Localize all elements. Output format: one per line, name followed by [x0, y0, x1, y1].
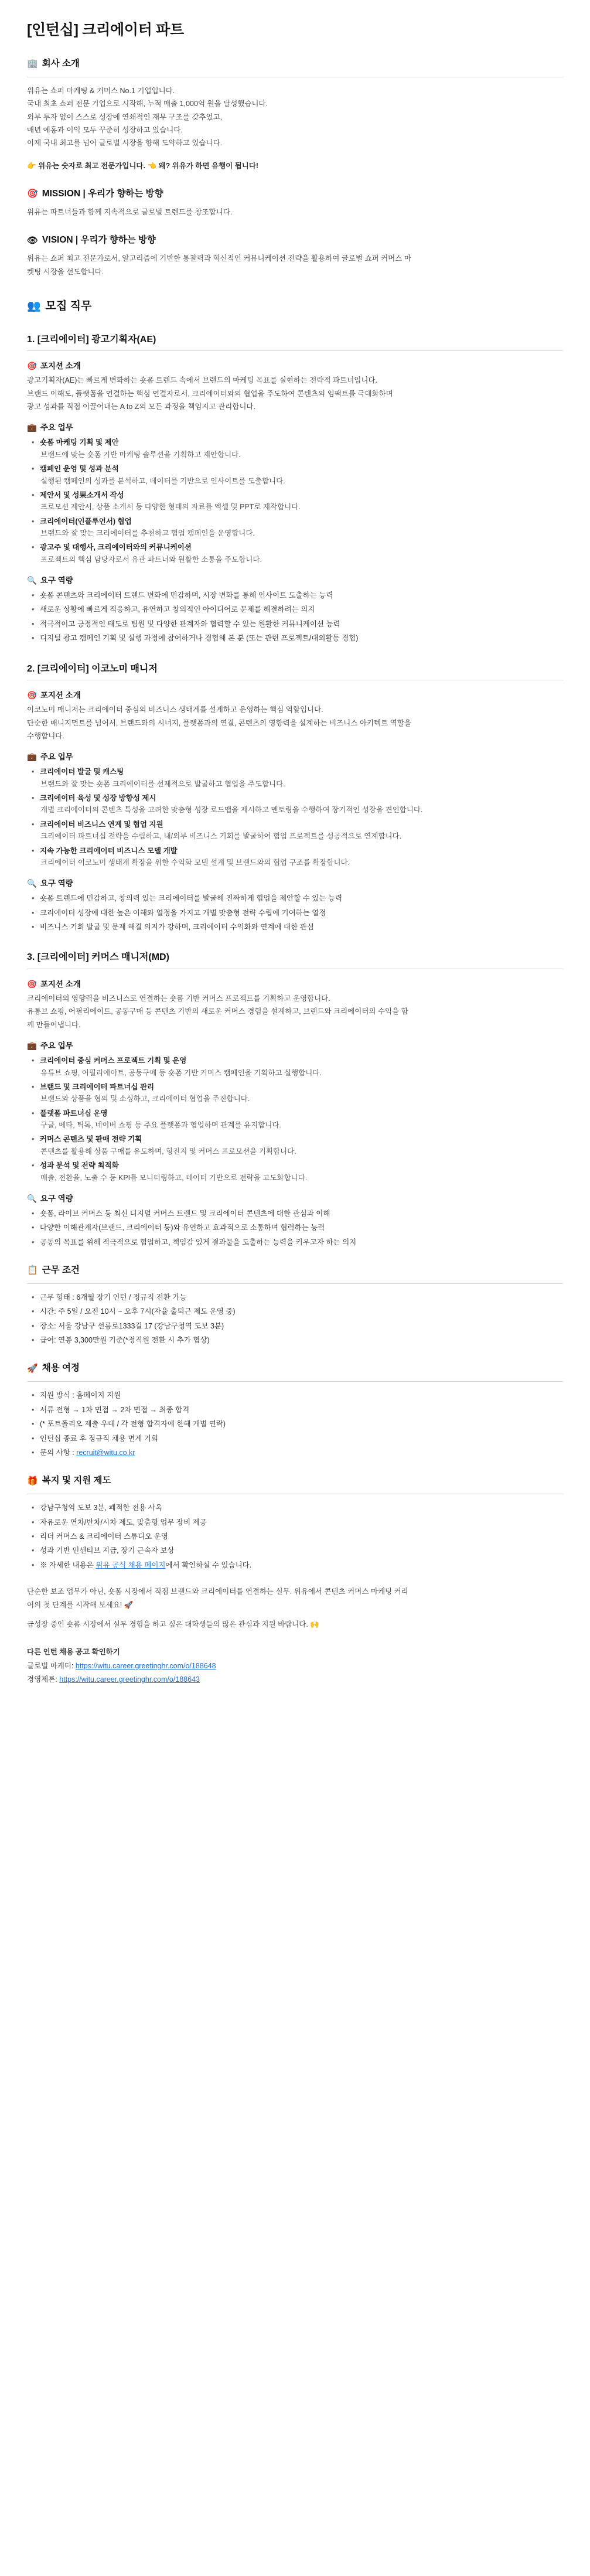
- section-heading-conditions: [27, 1263, 563, 1277]
- list-item: • 시간: 주 5일 / 오전 10시 ~ 오후 7시(자율 출퇴근 제도 운영 중): [39, 1306, 563, 1317]
- management-link[interactable]: https://witu.career.greetinghr.com/o/188643: [59, 1675, 200, 1684]
- rocket-icon: 🚀: [27, 1362, 38, 1374]
- job-index-1: 1.: [27, 334, 35, 345]
- duty-desc: 프로모션 제안서, 상품 소개서 등 다양한 형태의 자료를 엑셀 및 PPT로 제작합니다.: [40, 503, 301, 512]
- job-index-2: 2.: [27, 663, 35, 674]
- section-heading-mission: [27, 187, 563, 201]
- duty-desc: 구글, 메타, 틱톡, 네이버 쇼핑 등 주요 플랫폼과 협업하며 관계를 유지합니다.: [40, 1121, 281, 1129]
- section-heading-vision: [27, 233, 563, 247]
- duty-desc: 브랜드와 상품을 협의 및 소싱하고, 크리에이터 협업을 주진합니다.: [40, 1095, 250, 1103]
- list-item: [39, 819, 563, 843]
- job2-skills-list: [27, 893, 563, 933]
- job2-skills-heading: [27, 878, 563, 890]
- recruit-heading-label: 모집 직무: [45, 300, 92, 313]
- conditions-list: [27, 1292, 563, 1347]
- other-posting-label: 글로벌 마케터:: [27, 1661, 74, 1670]
- closing-block: [27, 1586, 563, 1630]
- list-item: • 문의 사항 : recruit@witu.co.kr: [39, 1447, 563, 1459]
- job-name-2: [크리에이터] 이코노미 매니저: [37, 663, 158, 674]
- job2-duties-list: [27, 766, 563, 868]
- list-item: [39, 846, 563, 869]
- duty-desc: 개별 크리에이터의 콘텐츠 특성을 고려한 맞춤형 성장 로드맵을 제시하고 멘토링을 수행하여 장기적인 성장을 견인합니다.: [40, 806, 423, 815]
- list-item: [39, 1560, 563, 1571]
- company-tagline: 👉 위유는 숫자로 최고 전문가입니다. 👈 왜? 위유가 하면 유행이 됩니다!: [27, 161, 259, 170]
- list-item: [39, 766, 563, 790]
- briefcase-icon: 💼: [27, 1041, 37, 1051]
- list-item: [39, 1055, 563, 1079]
- job1-duties-label: 주요 업무: [40, 423, 73, 432]
- job3-duties-heading: [27, 1040, 563, 1052]
- duty-title: 크리에이터 발굴 및 캐스팅: [40, 768, 124, 776]
- target-icon: 🎯: [27, 188, 38, 199]
- duty-desc: 실행된 캠페인의 성과를 분석하고, 데이터를 기반으로 인사이트를 도출합니다.: [40, 476, 285, 485]
- list-item: • 적극적이고 긍정적인 태도로 팀원 및 다양한 관계자와 협력할 수 있는 원활한 커뮤니케이션 능력: [39, 619, 563, 630]
- section-heading-company-label: 회사 소개: [42, 58, 80, 69]
- duty-title: 크리에이터 중심 커머스 프로젝트 기획 및 운영: [40, 1057, 187, 1065]
- global-marketer-link[interactable]: https://witu.career.greetinghr.com/o/188648: [75, 1661, 216, 1670]
- list-item: [39, 1134, 563, 1157]
- list-item: • (* 포트폴리오 제출 우대 / 각 전형 합격자에 한해 개별 연락): [39, 1419, 563, 1430]
- job2-intro-heading: [27, 690, 563, 702]
- section-heading-process: [27, 1361, 563, 1375]
- magnifier-icon: 🔍: [27, 879, 37, 889]
- job1-intro-label: 포지션 소개: [40, 362, 81, 371]
- duty-desc: 브랜드와 잘 맞는 숏폼 크리에이터를 선제적으로 발굴하고 협업을 주도합니다.: [40, 779, 285, 788]
- duty-desc: 크리에이터 파트너십 전략을 수립하고, 내/외부 비즈니스 기회를 발굴하여 협업 프로젝트를 성공적으로 연계합니다.: [40, 832, 402, 841]
- divider: [27, 350, 563, 351]
- section-heading-welfare: [27, 1474, 563, 1488]
- recruit-email-link[interactable]: recruit@witu.co.kr: [76, 1448, 135, 1457]
- duty-desc: 유튜브 쇼핑, 어필리에이트, 공동구매 등 숏폼 기반 커머스 캠페인을 기획하고 실행합니다.: [40, 1068, 322, 1077]
- list-item: • 숏폼 콘텐츠와 크리에이터 트렌드 변화에 민감하며, 시장 변화를 통해 인사이트 도출하는 능력: [39, 590, 563, 601]
- list-item: • 공동의 목표를 위해 적극적으로 협업하고, 책임감 있게 결과물을 도출하는 능력을 키우고자 하는 의지: [39, 1237, 563, 1248]
- job1-intro-line: 광고 성과를 직접 이끌어내는 A to Z의 모든 과정을 책임지고 관리합니다.: [27, 403, 255, 411]
- list-item: • 지원 방식 : 홈페이지 지원: [39, 1390, 563, 1401]
- briefcase-icon: 💼: [27, 752, 37, 762]
- job3-intro-line: 유통브 쇼핑, 어필리에이트, 공동구매 등 콘텐츠 기반의 새로운 커머스 경험을 설계하고, 브랜드와 크리에이터의 수익을 함: [27, 1007, 408, 1016]
- list-item: [39, 464, 563, 487]
- divider: [27, 1381, 563, 1382]
- process-heading-label: 채용 여정: [42, 1363, 80, 1374]
- mission-text: 위유는 파트너들과 함께 지속적으로 글로벌 트렌드를 창조합니다.: [27, 208, 233, 217]
- closing-line: 어의 첫 단계를 시작해 보세요! 🚀: [27, 1600, 134, 1609]
- job2-intro-line: 수행합니다.: [27, 732, 64, 741]
- job-title-3: [27, 950, 563, 965]
- list-item: • 서류 전형 → 1차 면접 → 2차 면접 → 최종 합격: [39, 1405, 563, 1416]
- job2-intro-line: 이코노미 매니저는 크리에이터 중심의 비즈니스 생태계를 설계하고 운영하는 핵심 역할입니다.: [27, 706, 323, 714]
- job-name-3: [크리에이터] 커머스 매니저(MD): [37, 952, 169, 963]
- job3-intro-line: 크리에이터의 영향력을 비즈니스로 연결하는 숏폼 기반 커머스 프로젝트를 기획하고 운영합니다.: [27, 994, 330, 1003]
- closing-line: 단순한 보조 업무가 아닌, 숏폼 시장에서 직접 브랜드와 크리에이터를 연결하는 실무. 위유에서 콘텐츠 커머스 마케팅 커리: [27, 1587, 408, 1596]
- mission-heading-label: MISSION | 우리가 향하는 방향: [42, 189, 163, 199]
- duty-desc: 브랜드와 잘 맞는 크리에이터를 추천하고 협업 캠페인을 운영합니다.: [40, 529, 255, 537]
- gift-icon: 🎁: [27, 1475, 38, 1486]
- job1-skills-heading: [27, 575, 563, 587]
- duty-title: 성과 분석 및 전략 최적화: [40, 1161, 119, 1170]
- section-heading-company: [27, 57, 563, 71]
- duty-desc: 콘텐츠를 활용해 상품 구매를 유도하며, 형진지 및 커머스 프로모션을 기획합니다.: [40, 1147, 296, 1156]
- process-list: [27, 1390, 563, 1459]
- divider: [27, 1283, 563, 1284]
- list-item: • 자유로운 연차/반차/시차 제도, 맞춤형 업무 장비 제공: [39, 1517, 563, 1528]
- building-icon: 🏢: [27, 58, 38, 69]
- job-index-3: 3.: [27, 952, 35, 963]
- job2-skills-label: 요구 역량: [40, 879, 73, 888]
- clipboard-icon: 📋: [27, 1265, 38, 1276]
- duty-title: 캠페인 운영 및 성과 분석: [40, 465, 119, 473]
- job3-intro-line: 께 만들어냅니다.: [27, 1020, 81, 1029]
- vision-text: 켓팅 시장을 선도합니다.: [27, 267, 104, 276]
- job-title-1: [27, 333, 563, 347]
- list-item: [39, 1160, 563, 1184]
- job2-intro-label: 포지션 소개: [40, 691, 81, 700]
- welfare-note-suffix: 에서 확인하실 수 있습니다.: [165, 1560, 252, 1569]
- list-item: • 새로운 상황에 빠르게 적응하고, 유연하고 창의적인 아이디어로 문제를 해결하려는 의지: [39, 604, 563, 615]
- job3-intro-label: 포지션 소개: [40, 980, 81, 989]
- people-icon: 👥: [27, 299, 41, 313]
- job3-skills-heading: [27, 1193, 563, 1205]
- job1-intro-line: 브랜드 이해도, 플랫폼을 연결하는 핵심 연결자로서, 크리에이터와의 협업을 주도하여 콘텐츠의 임팩트를 극대화하며: [27, 389, 393, 398]
- job1-skills-list: [27, 590, 563, 645]
- list-item: • 강남구청역 도보 3분, 쾌적한 전용 사옥: [39, 1502, 563, 1514]
- target-icon: 🎯: [27, 691, 37, 701]
- target-icon: 🎯: [27, 362, 37, 372]
- list-item: [39, 542, 563, 565]
- target-icon: 🎯: [27, 980, 37, 990]
- welfare-note-prefix: ※ 자세한 내용은: [40, 1560, 96, 1569]
- conditions-heading-label: 근무 조건: [42, 1265, 80, 1275]
- section-heading-recruit: [27, 298, 563, 315]
- job1-skills-label: 요구 역량: [40, 576, 73, 585]
- job1-intro-heading: [27, 360, 563, 373]
- job2-intro-line: 단순한 매니지먼트를 넘어서, 브랜드와의 시너지, 플랫폼과의 연결, 콘텐츠의 영향력을 설계하는 비즈니스 아키텍트 역할을: [27, 718, 411, 727]
- job3-skills-label: 요구 역량: [40, 1194, 73, 1203]
- magnifier-icon: 🔍: [27, 576, 37, 586]
- list-item: • 비즈니스 기회 발굴 및 문제 해결 의지가 강하며, 크리에이터 수익화와 연계에 대한 관심: [39, 922, 563, 933]
- list-item: [39, 793, 563, 816]
- other-posting-label: 경영제론:: [27, 1675, 57, 1684]
- list-item: • 급여: 연봉 3,300만원 기준(*정직원 전환 시 추가 협상): [39, 1335, 563, 1346]
- other-postings-block: [27, 1647, 563, 1685]
- job-title-2: [27, 662, 563, 677]
- magnifier-icon: 🔍: [27, 1194, 37, 1204]
- closing-line: 급성장 중인 숏폼 시장에서 실무 경험을 하고 싶은 대학생들의 많은 관심과 지원 바랍니다. 🙌: [27, 1620, 319, 1628]
- duty-title: 숏폼 마케팅 기획 및 제안: [40, 438, 119, 447]
- witu-career-page-link[interactable]: 위유 공식 채용 페이지: [96, 1560, 166, 1569]
- duty-title: 커머스 콘텐츠 및 판매 전략 기획: [40, 1135, 142, 1144]
- company-paragraph: 외부 투자 없이 스스로 성장에 연쇄적인 재무 구조를 갖추었고,: [27, 113, 223, 121]
- job1-intro-line: 광고기획자(AE)는 빠르게 변화하는 숏폼 트렌드 속에서 브랜드의 마케팅 목표를 실현하는 전략적 파트너입니다.: [27, 376, 377, 385]
- duty-title: 크리에이터(인플루언서) 협업: [40, 517, 132, 526]
- job2-duties-label: 주요 업무: [40, 752, 73, 762]
- list-item: [39, 1082, 563, 1105]
- list-item: • 인턴십 종료 후 정규직 채용 면계 기회: [39, 1433, 563, 1444]
- duty-desc: 매출, 전환율, 노출 수 등 KPI를 모니터링하고, 데이터 기반으로 전략을 고도화합니다.: [40, 1173, 308, 1182]
- list-item: • 디지털 광고 캠페인 기획 및 실행 과정에 참여하거나 경험해 본 분 (또는 관련 프로젝트/대외활동 경험): [39, 633, 563, 644]
- job-name-1: [크리에이터] 광고기획자(AE): [37, 334, 156, 345]
- welfare-list: [27, 1502, 563, 1571]
- duty-title: 브랜드 및 크리에이터 파트너십 관리: [40, 1082, 155, 1091]
- other-posting-row: [27, 1661, 563, 1672]
- duty-title: 크리에이터 비즈니스 연계 및 협업 지원: [40, 820, 163, 829]
- company-paragraph: 이제 국내 최고를 넘어 글로벌 시장을 향해 도약하고 있습니다.: [27, 139, 223, 148]
- duty-title: 광고주 및 대행사, 크리에이터와의 커뮤니케이션: [40, 543, 192, 552]
- list-item: [39, 516, 563, 540]
- other-posting-row: [27, 1674, 563, 1685]
- duty-desc: 브랜드에 맞는 숏폼 기반 마케팅 솔루션을 기획하고 제안합니다.: [40, 450, 241, 459]
- job3-duties-label: 주요 업무: [40, 1041, 73, 1051]
- list-item: • 리더 커머스 & 크리에이터 스튜디오 운영: [39, 1531, 563, 1542]
- duty-title: 플랫폼 파트너십 운영: [40, 1109, 108, 1117]
- job3-intro-heading: [27, 979, 563, 991]
- welfare-heading-label: 복지 및 지원 제도: [42, 1476, 111, 1486]
- list-item: [39, 437, 563, 461]
- job2-duties-heading: [27, 751, 563, 764]
- eye-icon: 👁: [27, 234, 39, 246]
- briefcase-icon: 💼: [27, 423, 37, 433]
- job3-skills-list: [27, 1208, 563, 1248]
- job3-duties-list: [27, 1055, 563, 1184]
- other-postings-heading: 다른 인턴 채용 공고 확인하기: [27, 1648, 120, 1657]
- list-item: • 다양한 이해관계자(브랜드, 크리에이터 등)와 유연하고 효과적으로 소통하며 협력하는 능력: [39, 1222, 563, 1234]
- list-item: • 장소: 서울 강남구 선릉로1333길 17 (강남구청역 도보 3분): [39, 1321, 563, 1332]
- job1-duties-heading: [27, 422, 563, 434]
- list-item: • 숏폼, 라이브 커머스 등 최신 디지털 커머스 트렌드 및 크리에이터 콘텐츠에 대한 관심과 이해: [39, 1208, 563, 1219]
- list-item: • 크리에이터 성장에 대한 높은 이해와 열정을 가지고 개별 맞춤형 전략 수립에 기여하는 열정: [39, 908, 563, 919]
- duty-title: 크리에이터 육성 및 성장 방향성 제시: [40, 794, 156, 803]
- list-item: • 성과 기반 인센티브 지급, 장기 근속자 보상: [39, 1545, 563, 1556]
- vision-text: 위유는 쇼퍼 최고 전문가로서, 알고리즘에 기반한 통찰력과 혁신적인 커뮤니케이션 전략을 활용하여 글로벌 쇼퍼 커머스 마: [27, 254, 411, 263]
- list-item: • 숏폼 트렌드에 민감하고, 창의력 있는 크리에이터를 발굴해 진짜하게 협업을 제안할 수 있는 능력: [39, 893, 563, 904]
- page-title: [인턴십] 크리에이터 파트: [27, 22, 184, 38]
- list-item: [39, 1108, 563, 1132]
- company-paragraph: 위유는 쇼퍼 마케팅 & 커머스 No.1 기업입니다.: [27, 86, 175, 95]
- list-item: [39, 490, 563, 513]
- list-item: • 근무 형태 : 6개월 장기 인턴 / 정규직 전환 가능: [39, 1292, 563, 1303]
- duty-title: 지속 가능한 크리에이터 비즈니스 모델 개발: [40, 846, 178, 855]
- duty-desc: 프로젝트의 핵심 담당자로서 유관 파트너와 원활한 소통을 주도합니다.: [40, 555, 262, 564]
- duty-desc: 크리에이터 이코노미 생태계 확장을 위한 수익화 모델 설계 및 브랜드와의 협업 구조를 확장합니다.: [40, 858, 350, 867]
- company-paragraph: 매년 예홍과 이익 모두 꾸준히 성장하고 있습니다.: [27, 125, 183, 134]
- duty-title: 제안서 및 성果소개서 작성: [40, 490, 124, 499]
- job1-duties-list: [27, 437, 563, 565]
- company-paragraph: 국내 최초 쇼퍼 전문 기업으로 시작해, 누적 매출 1,000억 원을 달성했습니다.: [27, 100, 268, 108]
- vision-heading-label: VISION | 우리가 향하는 방향: [42, 235, 156, 246]
